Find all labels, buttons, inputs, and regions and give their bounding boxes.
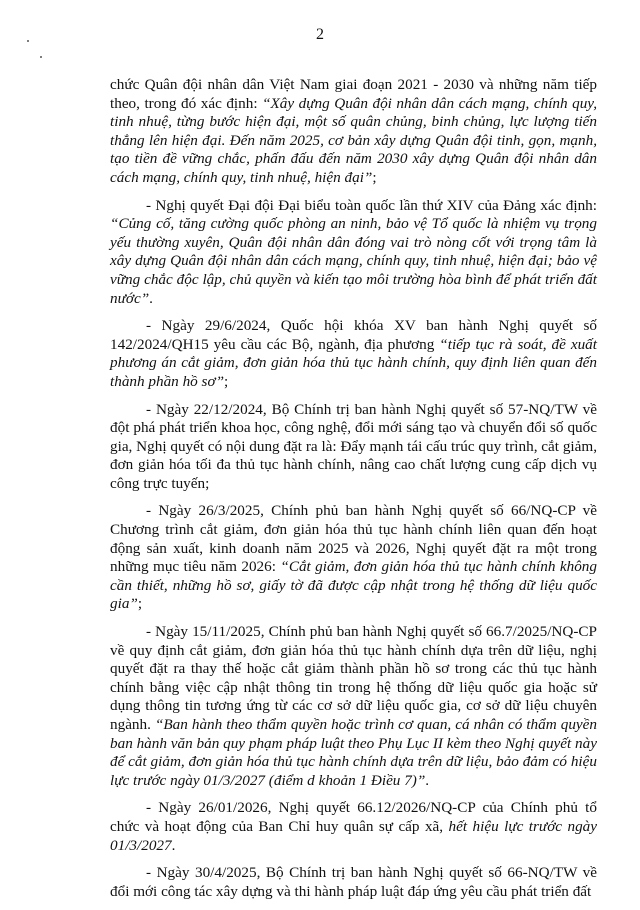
paragraph-text: chức Quân đội nhân dân Việt Nam giai đoạn 2021 - 2030 và những năm tiếp theo, trong đó xác định: xyxy=(110,76,597,112)
scan-speck xyxy=(27,40,29,42)
scan-speck xyxy=(40,56,42,58)
paragraph-text: - Ngày 29/6/2024, Quốc hội khóa XV ban hành Nghị quyết số 142/2024/QH15 yêu cầu các Bộ, ngành, địa phương xyxy=(110,317,597,353)
paragraph xyxy=(110,401,597,494)
paragraph-text: - Ngày 15/11/2025, Chính phủ ban hành Nghị quyết số 66.7/2025/NQ-CP về quy định cắt giảm, đơn giản hóa thủ tục hành chính dựa trên dữ liệu, nghị quyết đặt ra thay thế hoặc cắt giảm thành phần hồ sơ trong các thủ tục hành chính bằng việc cập nhật thông tin trong hệ thống dữ liệu quốc gia hoặc sử dụng thông tin tương ứng từ các cơ sở dữ liệu quốc gia, cơ sở dữ liệu chuyên ngành. xyxy=(110,623,597,733)
paragraph-text: . xyxy=(171,836,176,854)
quoted-text: “Cắt giảm, đơn giản hóa thủ tục hành chính không cần thiết, những hồ sơ, giấy tờ đã được cập nhật trong hệ thống dữ liệu quốc gia” xyxy=(110,558,597,613)
quoted-text: “Củng cố, tăng cường quốc phòng an ninh, bảo vệ Tổ quốc là nhiệm vụ trọng yếu thường xuyên, Quân đội nhân dân đóng vai trò nòng cốt với trọng tâm là xây dựng Quân đội nhân dân cách mạng, chính quy, tinh nhuệ, hiện đại; bảo vệ vững chắc độc lập, chủ quyền và kiến tạo môi trường hòa bình để phát triển đất nước” xyxy=(110,215,597,307)
quoted-text: hết hiệu lực trước ngày 01/3/2027 xyxy=(110,817,597,854)
paragraph xyxy=(110,864,597,901)
page-number: 2 xyxy=(316,26,324,43)
paragraph-text: ; xyxy=(137,595,143,613)
paragraph-text: . xyxy=(149,289,153,307)
document-body xyxy=(110,76,597,910)
paragraph-text: - Ngày 30/4/2025, Bộ Chính trị ban hành Nghị quyết số 66-NQ/TW về đổi mới công tác xây dựng và thi hành pháp luật đáp ứng yêu cầu phát triển đất xyxy=(110,864,597,900)
paragraph-text: - Ngày 22/12/2024, Bộ Chính trị ban hành Nghị quyết số 57-NQ/TW về đột phá phát triển khoa học, công nghệ, đổi mới sáng tạo và chuyển đổi số quốc gia, Nghị quyết có nội dung đặt ra là: Đẩy mạnh tái cấu trúc quy trình, cắt giảm, đơn giản hóa tối đa thủ tục hành chính, nâng cao chất lượng cung cấp dịch vụ công trực tuyến; xyxy=(110,400,597,492)
paragraph xyxy=(110,76,597,188)
paragraph xyxy=(110,623,597,790)
paragraph-text: - Ngày 26/01/2026, Nghị quyết 66.12/2026/NQ-CP của Chính phủ tổ chức và hoạt động của Ban Chỉ huy quân sự cấp xã, xyxy=(110,799,597,835)
paragraph-text: ; xyxy=(224,372,229,390)
paragraph xyxy=(110,317,597,391)
paragraph-text: ; xyxy=(372,168,377,186)
paragraph-text: - Ngày 26/3/2025, Chính phủ ban hành Nghị quyết số 66/NQ-CP về Chương trình cắt giảm, đơn giản hóa thủ tục hành chính liên quan đến hoạt động sản xuất, kinh doanh năm 2025 và 2026, Nghị quyết đặt ra một trong những mục tiêu năm 2026: xyxy=(110,502,597,576)
quoted-text: “Xây dựng Quân đội nhân dân cách mạng, chính quy, tinh nhuệ, từng bước hiện đại, một số quân chủng, binh chủng, lực lượng tiến thẳng lên hiện đại. Đến năm 2025, cơ bản xây dựng Quân đội tinh, gọn, mạnh, tạo tiền đề vững chắc, phấn đấu đến năm 2030 xây dựng Quân đội nhân dân cách mạng, chính quy, tinh nhuệ, hiện đại” xyxy=(110,94,597,186)
paragraph xyxy=(110,502,597,614)
quoted-text: “Ban hành theo thẩm quyền hoặc trình cơ quan, cá nhân có thẩm quyền ban hành văn bản quy phạm pháp luật theo Phụ Lục II kèm theo Nghị quyết này để cắt giảm, đơn giản hóa thủ tục hành chính dựa trên dữ liệu, bảo đảm có hiệu lực trước ngày 01/3/2027 (điểm d khoản 1 Điều 7)” xyxy=(110,716,597,789)
paragraph-text: - Nghị quyết Đại đội Đại biểu toàn quốc lần thứ XIV của Đảng xác định: xyxy=(146,196,597,214)
paragraph xyxy=(110,197,597,309)
quoted-text: “tiếp tục rà soát, đề xuất phương án cắt giảm, đơn giản hóa thủ tục hành chính, quy định liên quan đến thành phần hồ sơ” xyxy=(110,335,597,390)
paragraph xyxy=(110,799,597,855)
paragraph-text: . xyxy=(425,771,430,789)
